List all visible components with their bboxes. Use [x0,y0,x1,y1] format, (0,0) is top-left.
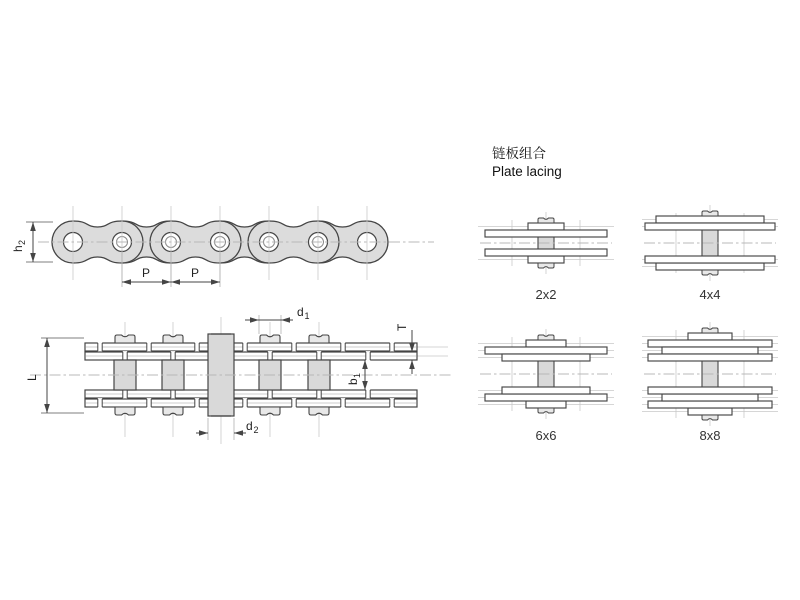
pin-cap [115,335,135,343]
lacing-diagrams [478,205,778,443]
lacing-plate [688,333,732,340]
plate-gap [366,351,370,361]
dim-T-label [395,323,409,331]
dim-h2-main: h [11,245,25,252]
lacing-plate [688,408,732,415]
plate-gap [98,398,102,408]
plate-lacing-panel [478,145,778,443]
lacing-title-zh: 链板组合 [492,146,546,161]
lacing-plate [485,347,607,354]
lacing-plate [485,249,607,256]
dim-d1-label [297,305,310,321]
svg-text:2: 2 [253,425,259,435]
plate-gap [341,342,345,352]
lacing-label: 6x6 [535,428,557,443]
plate-gap [366,389,370,399]
dim-h2-sub: 2 [17,239,27,245]
lacing-plate [648,354,772,361]
lacing-plate [648,401,772,408]
plate-gap [341,398,345,408]
dim-h2-label [11,240,27,252]
lacing-plate [662,347,758,354]
lacing-label: 4x4 [699,287,721,302]
dim-d2-label [246,419,259,435]
lacing-plate [528,223,564,230]
pin-cap [163,407,183,415]
lacing-plate [656,216,764,223]
pin-cap [309,407,329,415]
plate-gap [390,342,394,352]
plate-gap [147,398,151,408]
lacing-plate [485,230,607,237]
plate-gap [195,398,199,408]
svg-text:T: T [395,323,409,331]
lacing-diagram-6x6 [478,329,614,443]
lacing-plate [645,256,775,263]
lacing-plate [656,263,764,270]
dim-p1-label: P [141,266,151,280]
svg-text:b: b [346,378,360,385]
plate-gap [292,342,296,352]
lacing-plate [528,256,564,263]
lacing-plate [662,394,758,401]
lacing-plate [526,340,566,347]
svg-text:d: d [246,419,253,433]
plate-gap [98,342,102,352]
lacing-label: 8x8 [699,428,721,443]
pin-cap [260,335,280,343]
plate-gap [292,398,296,408]
lacing-plate [648,387,772,394]
svg-text:d: d [297,305,304,319]
lacing-plate [502,354,590,361]
plate-gap [195,342,199,352]
dim-L-label [25,374,39,381]
plate-gap [243,398,247,408]
lacing-plate [648,340,772,347]
plate-gap [147,342,151,352]
plate-gap [390,398,394,408]
lacing-diagram-8x8 [642,322,778,443]
pin-cap [163,335,183,343]
pin-cap [260,407,280,415]
lacing-diagram-4x4 [642,205,778,302]
lacing-diagram-2x2 [478,212,614,302]
svg-text:L: L [25,374,39,381]
svg-text:1: 1 [304,311,310,321]
pin-cap [115,407,135,415]
chain-side-view [26,206,434,287]
lacing-label: 2x2 [535,287,557,302]
lacing-plate [645,223,775,230]
pin-cap [309,335,329,343]
lacing-plate [502,387,590,394]
dim-p2-label: P [190,266,200,280]
lacing-title-en: Plate lacing [492,164,562,179]
svg-text:1: 1 [352,372,362,378]
lacing-plate [485,394,607,401]
chain-plan-view [30,315,452,444]
plate-gap [243,342,247,352]
lacing-plate [526,401,566,408]
